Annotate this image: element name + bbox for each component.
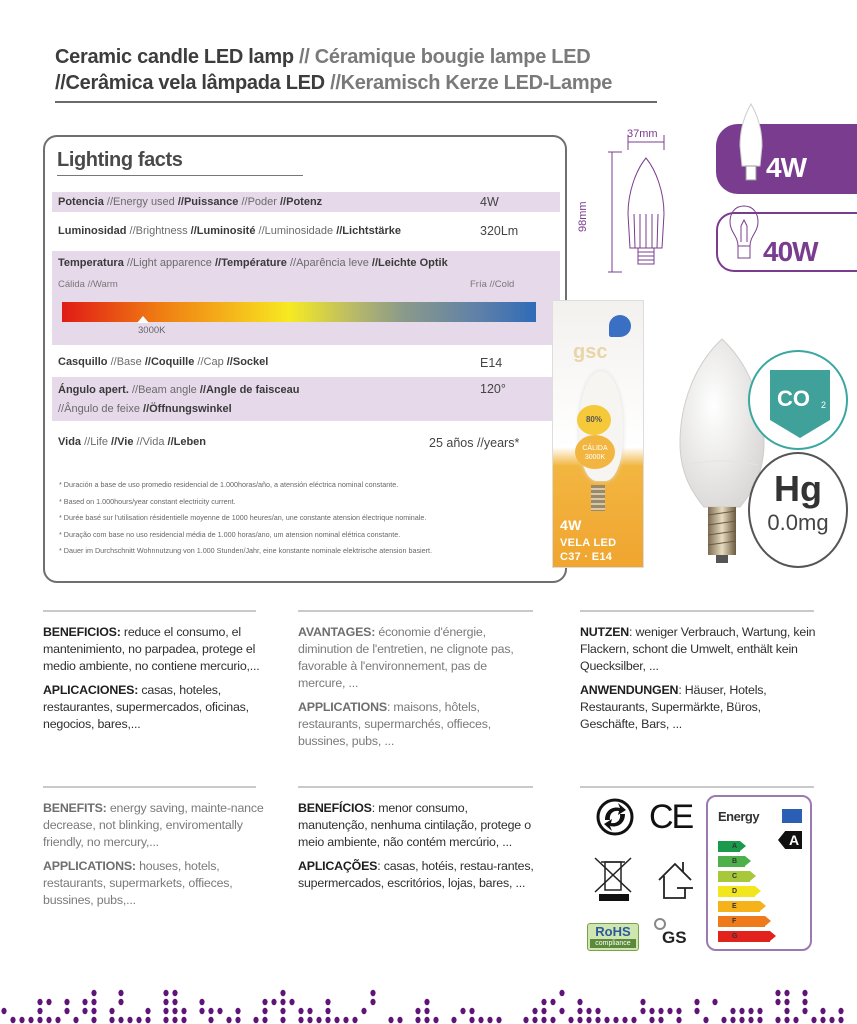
decorative-dot [172, 990, 177, 996]
decorative-dot [550, 999, 555, 1005]
decorative-dot [262, 1008, 267, 1014]
decorative-dot [55, 1017, 60, 1023]
french-text-block [298, 624, 534, 757]
decorative-dot [181, 1008, 186, 1014]
decorative-dot [757, 1008, 762, 1014]
label-fr: //Angle de faisceau [199, 384, 300, 396]
energy-class-bar: C [718, 871, 750, 882]
decorative-dot [118, 999, 123, 1005]
decorative-dot [37, 1008, 42, 1014]
portuguese-text-block [298, 800, 534, 899]
decorative-dot [37, 999, 42, 1005]
decorative-dot [784, 1017, 789, 1023]
decorative-dot [784, 990, 789, 996]
decorative-dot [208, 1008, 213, 1014]
decorative-dot [145, 1008, 150, 1014]
decorative-dot [298, 1017, 303, 1023]
decorative-dot [82, 1008, 87, 1014]
decorative-dot [595, 1008, 600, 1014]
energy-label [706, 795, 812, 951]
decorative-dot [172, 1008, 177, 1014]
footnote: * Based on 1.000hours/year constant electricity current. [59, 496, 236, 506]
decorative-dot [262, 1017, 267, 1023]
fact-row-brightness [52, 221, 560, 241]
decorative-dot [802, 999, 807, 1005]
decorative-dot-pattern [0, 984, 857, 1024]
decorative-dot [586, 1017, 591, 1023]
decorative-dot [721, 1017, 726, 1023]
label-pt: //Vida [136, 436, 165, 448]
decorative-dot [91, 999, 96, 1005]
decorative-dot [415, 1008, 420, 1014]
decorative-dot [739, 1008, 744, 1014]
decorative-dot [82, 999, 87, 1005]
benefits-label: BENEFITS: [43, 801, 107, 815]
rohs-sublabel: compliance [590, 939, 636, 948]
decorative-dot [829, 1017, 834, 1023]
decorative-dot [730, 1008, 735, 1014]
decorative-dot [280, 1017, 285, 1023]
base-value: E14 [480, 356, 503, 370]
label-de: //Potenz [280, 196, 323, 208]
label-en: //Beam angle [131, 384, 197, 396]
decorative-dot [424, 1017, 429, 1023]
decorative-dot [649, 1017, 654, 1023]
decorative-dot [676, 1008, 681, 1014]
decorative-dot [658, 1017, 663, 1023]
decorative-dot [64, 999, 69, 1005]
decorative-dot [370, 990, 375, 996]
decorative-dot [694, 1008, 699, 1014]
led-power-badge [716, 124, 857, 194]
brand-logo-icon [609, 315, 631, 337]
decorative-dot [676, 1017, 681, 1023]
decorative-dot [613, 1017, 618, 1023]
energy-class-bar: A [718, 841, 740, 852]
label-en: //Base [110, 356, 142, 368]
decorative-dot [91, 990, 96, 996]
candle-bulb-outline-icon [600, 130, 680, 280]
gs-safety-mark [654, 918, 692, 954]
title-divider [55, 101, 657, 103]
led-candle-icon [736, 102, 766, 190]
benefits-label: BENEFICIOS: [43, 625, 121, 639]
height-dimension: 98mm [577, 201, 589, 232]
decorative-dot [433, 1017, 438, 1023]
decorative-dot [118, 990, 123, 996]
energy-label-title: Energy [718, 809, 760, 824]
label-pt: //Poder [241, 196, 277, 208]
decorative-dot [163, 1008, 168, 1014]
package-model: C37 · E14 [560, 551, 613, 563]
applications-label: ANWENDUNGEN [580, 683, 679, 697]
column-divider [43, 610, 256, 612]
decorative-dot [595, 1017, 600, 1023]
decorative-dot [325, 1008, 330, 1014]
german-text-block [580, 624, 816, 740]
decorative-dot [172, 999, 177, 1005]
beam-angle-value: 120° [480, 382, 506, 396]
rohs-label: RoHS [595, 924, 631, 939]
decorative-dot [577, 1008, 582, 1014]
label-fr: //Température [214, 257, 287, 269]
fact-row-beam-angle [52, 377, 560, 421]
page-title [55, 44, 657, 96]
benefits-label: BENEFÍCIOS [298, 801, 372, 815]
decorative-dot [109, 1017, 114, 1023]
mercury-badge [748, 452, 848, 568]
decorative-dot [343, 1017, 348, 1023]
decorative-dot [775, 1017, 780, 1023]
applications-label: APPLICATIONS: [43, 859, 136, 873]
decorative-dot [586, 1008, 591, 1014]
decorative-dot [748, 1008, 753, 1014]
label-es: Potencia [58, 196, 104, 208]
title-en: Ceramic candle LED lamp [55, 46, 294, 68]
applications-text: casas, hoteles, restaurantes, supermercados, oficinas, negocios, bares,... [43, 683, 249, 731]
decorative-dot [298, 1008, 303, 1014]
column-divider [43, 786, 256, 788]
title-fr: // Céramique bougie lampe LED [299, 46, 591, 68]
decorative-dot [325, 1017, 330, 1023]
label-fr: //Vie [111, 436, 134, 448]
package-name: VELA LED [560, 537, 617, 549]
footnote: * Duração com base no uso residencial média de 1.000 horas/ano, um atension nominal elétrica constante. [59, 529, 401, 539]
applications-label: APPLICATIONS [298, 700, 387, 714]
decorative-dot [541, 999, 546, 1005]
decorative-dot [1, 1008, 6, 1014]
decorative-dot [532, 1017, 537, 1023]
fact-row-base [52, 351, 560, 373]
decorative-dot [415, 1017, 420, 1023]
package-power: 4W [560, 517, 582, 533]
decorative-dot [460, 1008, 465, 1014]
decorative-dot [532, 1008, 537, 1014]
decorative-dot [163, 990, 168, 996]
english-text-block [43, 800, 265, 916]
title-de: //Keramisch Kerze LED-Lampe [330, 72, 613, 94]
decorative-dot [523, 1017, 528, 1023]
led-power-value: 4W [766, 152, 806, 183]
decorative-dot [361, 1008, 366, 1014]
decorative-dot [640, 1008, 645, 1014]
decorative-dot [46, 1017, 51, 1023]
indoor-use-house-icon [655, 858, 695, 902]
label-de: //Leichte Optik [371, 257, 448, 269]
life-value: 25 años //years* [429, 436, 520, 450]
fact-row-life [52, 431, 560, 453]
decorative-dot [748, 1017, 753, 1023]
decorative-dot [109, 1008, 114, 1014]
decorative-dot [811, 1017, 816, 1023]
decorative-dot [118, 1017, 123, 1023]
decorative-dot [397, 1017, 402, 1023]
decorative-dot [316, 1017, 321, 1023]
decorative-dot [451, 1017, 456, 1023]
incandescent-bulb-icon [728, 202, 760, 272]
decorative-dot [307, 1008, 312, 1014]
decorative-dot [775, 999, 780, 1005]
benefits-text: energy saving, mainte-nance decrease, not blinking, enviromentally friendly, no mercury,... [43, 801, 264, 849]
label-fr: //Coquille [144, 356, 195, 368]
temperature-marker [137, 316, 149, 323]
decorative-dot [370, 999, 375, 1005]
decorative-dot [325, 999, 330, 1005]
decorative-dot [19, 1017, 24, 1023]
decorative-dot [280, 1008, 285, 1014]
decorative-dot [199, 1008, 204, 1014]
applications-text: : Häuser, Hotels, Restaurants, Supermärkte, Büros, Geschäfte, Bars, ... [580, 683, 767, 731]
decorative-dot [208, 1017, 213, 1023]
applications-label: APLICAÇÕES [298, 859, 378, 873]
color-temperature-scale [62, 302, 536, 322]
co2-subscript: 2 [821, 400, 827, 410]
energy-class-bar: E [718, 901, 760, 912]
decorative-dot [496, 1017, 501, 1023]
benefits-label: AVANTAGES: [298, 625, 376, 639]
decorative-dot [145, 1017, 150, 1023]
warm-label: Cálida //Warm [58, 279, 118, 290]
decorative-dot [559, 990, 564, 996]
column-divider [580, 610, 814, 612]
decorative-dot [91, 1017, 96, 1023]
label-en: //Energy used [106, 196, 175, 208]
decorative-dot [838, 1017, 843, 1023]
green-dot-recycling-icon [596, 798, 634, 836]
decorative-dot [541, 1008, 546, 1014]
decorative-dot [577, 1017, 582, 1023]
decorative-dot [388, 1017, 393, 1023]
decorative-dot [199, 999, 204, 1005]
decorative-dot [352, 1017, 357, 1023]
decorative-dot [280, 999, 285, 1005]
energy-class-bar: G [718, 931, 770, 942]
decorative-dot [775, 990, 780, 996]
decorative-dot [235, 1017, 240, 1023]
equivalent-power-badge [716, 212, 857, 272]
decorative-dot [424, 1008, 429, 1014]
decorative-dot [163, 999, 168, 1005]
decorative-dot [712, 999, 717, 1005]
decorative-dot [568, 1017, 573, 1023]
decorative-dot [469, 1008, 474, 1014]
brightness-value: 320Lm [480, 224, 519, 238]
column-divider [298, 610, 533, 612]
label-es: Ángulo apert. [58, 384, 129, 396]
mercury-symbol: Hg [774, 468, 822, 509]
energy-class-bar: F [718, 916, 765, 927]
decorative-dot [217, 1008, 222, 1014]
decorative-dot [802, 990, 807, 996]
decorative-dot [235, 1008, 240, 1014]
decorative-dot [37, 1017, 42, 1023]
label-de: //Lichtstärke [336, 225, 401, 237]
label-fr: //Luminosité [190, 225, 256, 237]
decorative-dot [163, 1017, 168, 1023]
label-fr: //Puissance [177, 196, 239, 208]
decorative-dot [604, 1017, 609, 1023]
package-saving-badge: 80% [577, 405, 611, 435]
decorative-dot [550, 1017, 555, 1023]
decorative-dot [424, 999, 429, 1005]
decorative-dot [541, 1017, 546, 1023]
decorative-dot [28, 1017, 33, 1023]
decorative-dot [838, 1008, 843, 1014]
equivalent-power-value: 40W [763, 236, 818, 267]
footnote: * Durée basé sur l'utilisation résidentielle moyenne de 1000 heures/an, une constante atension électrique nominale. [59, 513, 427, 522]
package-bulb-base [591, 485, 605, 511]
decorative-dot [469, 1017, 474, 1023]
package-tone-badge: CÁLIDA 3000K [575, 435, 615, 469]
label-en: //Life [84, 436, 108, 448]
benefits-label: NUTZEN [580, 625, 630, 639]
decorative-dot [64, 1008, 69, 1014]
benefits-text: économie d'énergie, diminution de l'entretien, ne clignote pas, favorable à l'environnement, pas de mercure, ... [298, 625, 514, 690]
temperature-value: 3000K [138, 325, 166, 336]
eu-flag-icon [782, 809, 802, 823]
co2-label: CO [777, 386, 810, 411]
decorative-dot [127, 1017, 132, 1023]
decorative-dot [622, 1017, 627, 1023]
label-es: Luminosidad [58, 225, 127, 237]
decorative-dot [640, 999, 645, 1005]
decorative-dot [667, 1008, 672, 1014]
decorative-dot [262, 999, 267, 1005]
benefits-text: : menor consumo, manutenção, nenhuma cintilação, protege o meio ambiente, não contém mercúrio, ... [298, 801, 531, 849]
decorative-dot [703, 1017, 708, 1023]
decorative-dot [694, 999, 699, 1005]
applications-label: APLICACIONES: [43, 683, 139, 697]
decorative-dot [271, 999, 276, 1005]
applications-text: houses, hotels, restaurants, supermarkets, offieces, bussines, pubs,... [43, 859, 233, 907]
decorative-dot [730, 1017, 735, 1023]
decorative-dot [280, 990, 285, 996]
decorative-dot [784, 1008, 789, 1014]
decorative-dot [289, 999, 294, 1005]
column-divider [298, 786, 533, 788]
label-es: Vida [58, 436, 82, 448]
decorative-dot [307, 1017, 312, 1023]
decorative-dot [46, 999, 51, 1005]
label-en: //Light apparence [126, 257, 212, 269]
power-value: 4W [480, 195, 499, 209]
footnotes [59, 477, 432, 560]
decorative-dot [181, 1017, 186, 1023]
footnote: * Duración a base de uso promedio residencial de 1.000horas/año, a atensión eléctrica nominal constante. [59, 480, 399, 489]
co2-badge [748, 350, 848, 450]
decorative-dot [253, 1017, 258, 1023]
decorative-dot [793, 1017, 798, 1023]
lighting-facts-panel [43, 135, 567, 583]
decorative-dot [739, 1017, 744, 1023]
fact-row-power [52, 192, 560, 212]
decorative-dot [784, 999, 789, 1005]
decorative-dot [820, 1017, 825, 1023]
label-pt: //Cap [197, 356, 224, 368]
label-pt: //Luminosidade [258, 225, 334, 237]
title-pt: //Cerâmica vela lâmpada LED [55, 72, 325, 94]
footnote: * Dauer im Durchschnitt Wohnnutzung von 1.000 Stunden/Jahr, eine konstante nominale elektrische atension basiert. [59, 546, 433, 555]
product-package [552, 300, 644, 568]
decorative-dot [136, 1017, 141, 1023]
label-de: //Leben [167, 436, 207, 448]
label-es: Temperatura [58, 257, 124, 269]
weee-crossed-bin-icon [593, 856, 635, 904]
decorative-dot [802, 1008, 807, 1014]
decorative-dot [478, 1017, 483, 1023]
decorative-dot [631, 1017, 636, 1023]
energy-class-bar: D [718, 886, 755, 897]
decorative-dot [559, 1008, 564, 1014]
gs-label: GS [662, 928, 687, 947]
label-en: //Brightness [129, 225, 188, 237]
ce-mark: CE [649, 798, 693, 836]
label-de: //Öffnungswinkel [143, 403, 232, 415]
decorative-dot [649, 1008, 654, 1014]
width-dimension: 37mm [627, 128, 658, 140]
applications-text: : casas, hotéis, restau-rantes, supermercados, escritórios, lojas, bares, ... [298, 859, 534, 890]
decorative-dot [226, 1017, 231, 1023]
spanish-text-block [43, 624, 265, 740]
facts-title-underline [57, 175, 303, 176]
lighting-facts-title: Lighting facts [57, 149, 183, 171]
fact-row-temperature [52, 251, 560, 345]
rohs-compliance-badge [587, 923, 639, 951]
applications-text: : maisons, hôtels, restaurants, supermarchés, offieces, bussines, pubs, ... [298, 700, 491, 748]
package-brand: gsc [573, 341, 608, 363]
decorative-dot [757, 1017, 762, 1023]
decorative-dot [658, 1008, 663, 1014]
energy-class-value: A [789, 832, 800, 848]
benefits-text: reduce el consumo, el mantenimiento, no parpadea, protege el medio ambiente, no contiene mercurio,... [43, 625, 260, 673]
energy-class-bar: B [718, 856, 745, 867]
benefits-text: : weniger Verbrauch, Wartung, kein Flackern, schont die Umwelt, enthält kein Quecksilber, ... [580, 625, 816, 673]
label-pt: //Ângulo de feixe [58, 403, 140, 415]
decorative-dot [577, 999, 582, 1005]
label-de: //Sockel [226, 356, 269, 368]
mercury-value: 0.0mg [767, 510, 829, 535]
decorative-dot [91, 1008, 96, 1014]
cold-label: Fría //Cold [470, 279, 515, 290]
decorative-dot [487, 1017, 492, 1023]
decorative-dot [334, 1017, 339, 1023]
label-pt: //Aparência leve [289, 257, 369, 269]
decorative-dot [820, 1008, 825, 1014]
decorative-dot [172, 1017, 177, 1023]
column-divider [580, 786, 814, 788]
decorative-dot [10, 1017, 15, 1023]
decorative-dot [73, 1017, 78, 1023]
label-es: Casquillo [58, 356, 108, 368]
